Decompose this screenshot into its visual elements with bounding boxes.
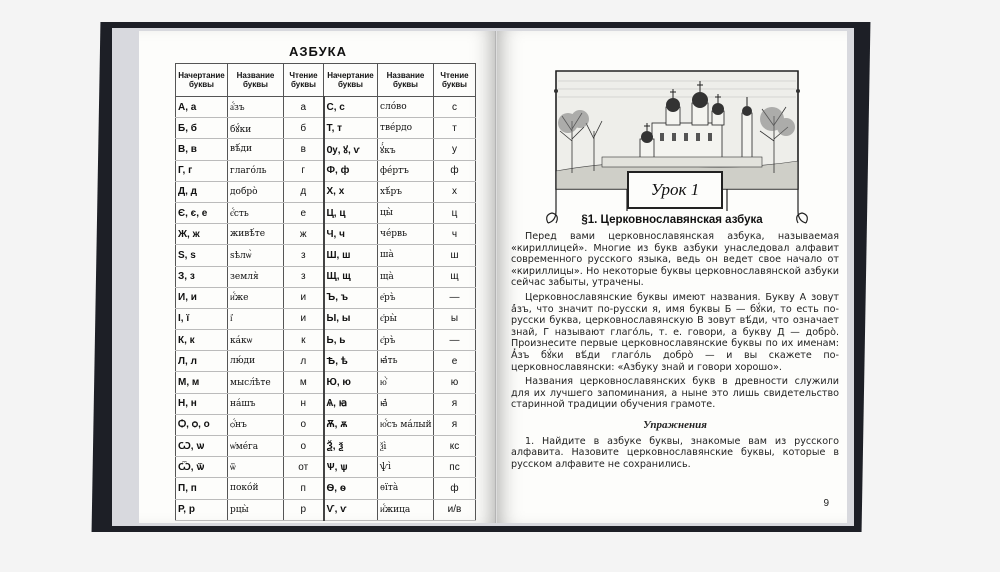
table-row — [176, 245, 476, 266]
table-row — [176, 181, 476, 202]
table-row — [176, 118, 476, 139]
col-header: Название буквы — [228, 64, 284, 97]
col-header: Название буквы — [378, 64, 434, 97]
letter-name: є҆́сть — [228, 202, 284, 223]
letter-name: ꙗ҆́ть — [378, 351, 434, 372]
letter-reading: я — [434, 414, 476, 435]
letter-name: є҆ры̀ — [378, 308, 434, 329]
letter-glyph: Т, т — [324, 118, 378, 139]
letter-glyph: Г, г — [176, 160, 228, 181]
letter-reading: ч — [434, 224, 476, 245]
letter-reading: з — [284, 266, 324, 287]
letter-name: на́шъ — [228, 393, 284, 414]
alphabet-table — [175, 63, 476, 521]
letter-name: глаго́ль — [228, 160, 284, 181]
exercise-1: 1. Найдите в азбуке буквы, знакомые вам из русского алфавита. Назовите церковнославянские буквы, которые в русском алфавите не сохранились. — [511, 435, 839, 470]
letter-name: ѻ҆́нъ — [228, 414, 284, 435]
letter-name: є҆ръ̀ — [378, 330, 434, 351]
letter-glyph: Ф, ф — [324, 160, 378, 181]
letter-glyph: В, в — [176, 139, 228, 160]
table-row — [176, 139, 476, 160]
col-header: Чтение буквы — [434, 64, 476, 97]
letter-glyph: Д, д — [176, 181, 228, 202]
letter-name: ѳїта̀ — [378, 478, 434, 499]
letter-glyph: Ѫ, ѫ — [324, 414, 378, 435]
letter-name: ша̀ — [378, 245, 434, 266]
table-row — [176, 372, 476, 393]
letter-reading: ю — [434, 372, 476, 393]
letter-glyph: К, к — [176, 330, 228, 351]
letter-name: вѣ́ди — [228, 139, 284, 160]
letter-name: е҆ръ̀ — [378, 287, 434, 308]
letter-reading: а — [284, 97, 324, 118]
letter-glyph: Х, х — [324, 181, 378, 202]
letter-glyph: А, а — [176, 97, 228, 118]
letter-reading: и/в — [434, 499, 476, 520]
letter-reading: ф — [434, 478, 476, 499]
table-row — [176, 97, 476, 118]
table-row — [176, 499, 476, 520]
letter-glyph: Ѿ, ѿ — [176, 457, 228, 478]
letter-name: поко́й — [228, 478, 284, 499]
letter-name: ю҆́съ ма́лый — [378, 414, 434, 435]
lesson-text — [511, 231, 839, 473]
table-row — [176, 414, 476, 435]
letter-glyph: Б, б — [176, 118, 228, 139]
letter-name: че́рвь — [378, 224, 434, 245]
letter-glyph: І, ї — [176, 308, 228, 329]
letter-name: земля̀ — [228, 266, 284, 287]
letter-glyph: Ъ, ъ — [324, 287, 378, 308]
letter-glyph: Є, є, е — [176, 202, 228, 223]
table-row — [176, 351, 476, 372]
letter-name: ѱі̀ — [378, 457, 434, 478]
letter-reading: и — [284, 287, 324, 308]
letter-name: рцы̀ — [228, 499, 284, 520]
letter-name: ѡ҆ме́га — [228, 436, 284, 457]
letter-reading: ц — [434, 202, 476, 223]
letter-name: фе́ртъ — [378, 160, 434, 181]
table-row — [176, 287, 476, 308]
letter-glyph: Ѱ, ѱ — [324, 457, 378, 478]
letter-glyph: З, з — [176, 266, 228, 287]
letter-name: лю́ди — [228, 351, 284, 372]
letter-name: ѿ — [228, 457, 284, 478]
letter-glyph: Л, л — [176, 351, 228, 372]
letter-glyph: С, с — [324, 97, 378, 118]
left-page — [139, 31, 497, 523]
paragraph: Перед вами церковнославянская азбука, называемая «кириллицей». Многие из букв азбуки унаследовал алфавит современного русского языка, ведь он ведет свое начало от «кириллицы». Но некоторые буквы церковнославянской азбуки сейчас забыты, утрачены. — [511, 231, 839, 289]
letter-glyph: Ю, ю — [324, 372, 378, 393]
letter-glyph: Н, н — [176, 393, 228, 414]
letter-reading: н — [284, 393, 324, 414]
letter-reading: ф — [434, 160, 476, 181]
letter-reading: — — [434, 330, 476, 351]
letter-glyph: Ч, ч — [324, 224, 378, 245]
table-row — [176, 436, 476, 457]
letter-name: и҆́жица — [378, 499, 434, 520]
letter-name: тве́рдо — [378, 118, 434, 139]
letter-name: добро̀ — [228, 181, 284, 202]
letter-reading: л — [284, 351, 324, 372]
letter-name: хѣ́ръ — [378, 181, 434, 202]
letter-glyph: Ѹ, ꙋ, ѵ — [324, 139, 378, 160]
letter-glyph: Ѯ, ѯ — [324, 436, 378, 457]
letter-reading: п — [284, 478, 324, 499]
page-number: 9 — [823, 498, 829, 509]
letter-reading: р — [284, 499, 324, 520]
letter-glyph: Ѻ, ѻ, о — [176, 414, 228, 435]
table-row — [176, 330, 476, 351]
letter-reading: о — [284, 436, 324, 457]
letter-reading: е — [284, 202, 324, 223]
col-header: Начертание буквы — [176, 64, 228, 97]
letter-name: ю҆̀ — [378, 372, 434, 393]
letter-glyph: Ж, ж — [176, 224, 228, 245]
letter-reading: от — [284, 457, 324, 478]
letter-name: ка́кѡ — [228, 330, 284, 351]
letter-reading: ы — [434, 308, 476, 329]
table-row — [176, 393, 476, 414]
letter-reading: и — [284, 308, 324, 329]
table-row — [176, 457, 476, 478]
col-header: Начертание буквы — [324, 64, 378, 97]
letter-name: живѣ́те — [228, 224, 284, 245]
letter-glyph: И, и — [176, 287, 228, 308]
letter-name: бꙋ́ки — [228, 118, 284, 139]
lesson-label: Урок 1 — [627, 171, 723, 209]
letter-reading: — — [434, 287, 476, 308]
letter-reading: е — [434, 351, 476, 372]
letter-reading: г — [284, 160, 324, 181]
col-header: Чтение буквы — [284, 64, 324, 97]
paragraph: Названия церковнославянских букв в древности служили для их лучшего запоминания, а ныне это лишь свидетельство старинной традиции обучения грамоте. — [511, 376, 839, 411]
letter-glyph: Ѧ, ꙗ — [324, 393, 378, 414]
letter-reading: о — [284, 414, 324, 435]
letter-glyph: М, м — [176, 372, 228, 393]
letter-name: ꙋ҆́къ — [378, 139, 434, 160]
letter-reading: с — [434, 97, 476, 118]
table-row — [176, 224, 476, 245]
letter-name: ща̀ — [378, 266, 434, 287]
letter-reading: ж — [284, 224, 324, 245]
table-row — [176, 308, 476, 329]
letter-glyph: Щ, щ — [324, 266, 378, 287]
letter-reading: б — [284, 118, 324, 139]
section-title: §1. Церковнославянская азбука — [581, 214, 763, 226]
letter-glyph: П, п — [176, 478, 228, 499]
letter-glyph: Ы, ы — [324, 308, 378, 329]
letter-name: и҆́же — [228, 287, 284, 308]
paragraph: Церковнославянские буквы имеют названия. Букву А зовут а҆́зъ, что значит по-русски я, имя буквы Б — бꙋ́ки, то есть по-русски буква, церковнославянскую В зовут вѣ́ди, что означает знай, Г называют глаго́ль, т. е. говори, а букву Д — добро̀. Произнесите первые церковнославянские буквы по их именам: А҆́зъ бꙋ́ки вѣ́ди глаго́ль добро̀ — и вы скажете по-церковнославянски: «Азбуку знай и говори хорошо». — [511, 291, 839, 373]
table-row — [176, 266, 476, 287]
letter-reading: кс — [434, 436, 476, 457]
table-header-row — [176, 64, 476, 97]
azbuka-title: АЗБУКА — [289, 44, 347, 59]
letter-name: і҆ — [228, 308, 284, 329]
table-row — [176, 478, 476, 499]
table-row — [176, 160, 476, 181]
letter-glyph: Ѡ, ѡ — [176, 436, 228, 457]
letter-name: ѕѣлѡ̀ — [228, 245, 284, 266]
letter-glyph: Ш, ш — [324, 245, 378, 266]
letter-glyph: Р, р — [176, 499, 228, 520]
letter-reading: я — [434, 393, 476, 414]
letter-reading: в — [284, 139, 324, 160]
letter-reading: пс — [434, 457, 476, 478]
letter-reading: щ — [434, 266, 476, 287]
letter-reading: ш — [434, 245, 476, 266]
alphabet-table-body — [176, 97, 476, 521]
letter-name: ꙗ҆̀ — [378, 393, 434, 414]
letter-name: цы̀ — [378, 202, 434, 223]
letter-reading: т — [434, 118, 476, 139]
letter-name: ѯі̀ — [378, 436, 434, 457]
letter-glyph: Ѣ, ѣ — [324, 351, 378, 372]
table-row — [176, 202, 476, 223]
letter-glyph: Ц, ц — [324, 202, 378, 223]
letter-reading: у — [434, 139, 476, 160]
letter-name: а҆́зъ — [228, 97, 284, 118]
right-page — [497, 31, 847, 523]
letter-name: мысл́ѣте — [228, 372, 284, 393]
letter-glyph: Ѵ, ѵ — [324, 499, 378, 520]
letter-reading: м — [284, 372, 324, 393]
letter-reading: х — [434, 181, 476, 202]
letter-glyph: Ь, ь — [324, 330, 378, 351]
letter-name: сло́во — [378, 97, 434, 118]
letter-glyph: Ѕ, ѕ — [176, 245, 228, 266]
letter-glyph: Ѳ, ѳ — [324, 478, 378, 499]
letter-reading: к — [284, 330, 324, 351]
letter-reading: д — [284, 181, 324, 202]
letter-reading: з — [284, 245, 324, 266]
exercises-title: Упражнения — [643, 418, 707, 431]
